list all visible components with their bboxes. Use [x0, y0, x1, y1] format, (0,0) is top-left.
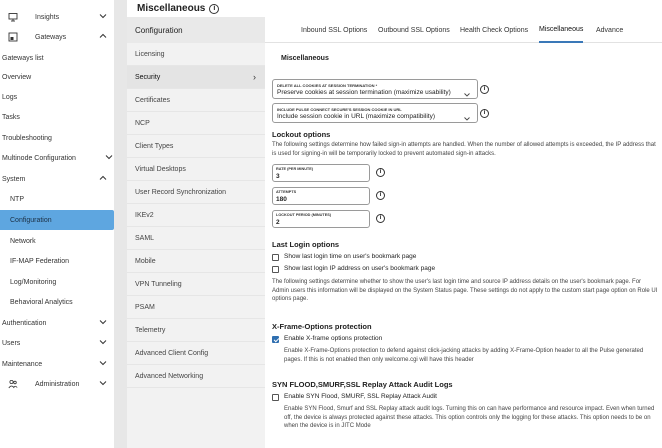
chevron-down-icon[interactable]	[98, 337, 108, 347]
info-icon[interactable]: i	[376, 214, 385, 223]
field-value: 3	[276, 173, 280, 180]
cfg-item-psam[interactable]: PSAM	[127, 296, 265, 319]
info-icon[interactable]: i	[209, 4, 219, 14]
field-value: Include session cookie in URL (maximize compatibility)	[277, 113, 435, 120]
configuration-menu	[127, 17, 265, 448]
checkbox-label: Enable X-frame options protection	[284, 335, 383, 342]
syn-flood-heading: SYN FLOOD,SMURF,SSL Replay Attack Audit Logs	[272, 380, 453, 389]
section-title: Miscellaneous	[281, 55, 329, 62]
include-cookie-select[interactable]	[272, 103, 478, 123]
nav-multinode-configuration[interactable]	[0, 148, 114, 168]
field-value: 180	[276, 196, 287, 203]
cfg-item-label: Security	[135, 73, 161, 81]
chevron-up-icon[interactable]	[98, 31, 108, 41]
monitor-icon	[8, 12, 18, 22]
nav-label: Network	[10, 237, 36, 245]
nav-gateways[interactable]	[0, 27, 114, 47]
syn-flood-description: Enable SYN Flood, Smurf and SSL Replay attack audit logs. Turning this on can have performance and resource impact. Even when turned off, the device is always protected against these attacks. This option controls only the logging for these attacks. This option needs to be on when the device is in JITC Mode	[284, 406, 655, 429]
tab-inbound-ssl-options[interactable]: Inbound SSL Options	[301, 26, 368, 34]
checkbox-label: Show last login IP address on user's bookmark page	[284, 265, 436, 272]
page-header	[127, 0, 662, 17]
checkbox-label: Enable SYN Flood, SMURF, SSL Replay Attack Audit	[284, 393, 437, 400]
field-label: ATTEMPTS	[276, 190, 297, 194]
nav-network[interactable]	[0, 231, 114, 251]
show-last-login-time-checkbox[interactable]	[272, 254, 279, 261]
cfg-item-licensing[interactable]: Licensing	[127, 43, 265, 66]
nav-label: Administration	[35, 380, 80, 388]
nav-insights[interactable]	[0, 7, 114, 27]
field-value: 2	[276, 219, 280, 226]
tab-outbound-ssl-options[interactable]: Outbound SSL Options	[378, 26, 450, 34]
nav-overview[interactable]	[0, 67, 114, 87]
gateway-icon	[8, 32, 18, 42]
nav-label: Authentication	[2, 319, 47, 327]
field-label: INCLUDE PULSE CONNECT SECURE'S SESSION COOKIE IN URL	[277, 107, 402, 112]
nav-ntp[interactable]	[0, 189, 114, 209]
enable-xframe-checkbox[interactable]	[272, 336, 279, 343]
chevron-up-icon[interactable]	[98, 173, 108, 183]
cfg-item-certificates[interactable]: Certificates	[127, 89, 265, 112]
checkbox-label: Show last login time on user's bookmark page	[284, 253, 417, 260]
nav-label: Insights	[35, 13, 60, 21]
chevron-down-icon[interactable]	[104, 152, 114, 162]
content-panel	[265, 17, 662, 448]
field-label: DELETE ALL COOKIES AT SESSION TERMINATION *	[277, 83, 378, 88]
configuration-menu-header: Configuration	[127, 17, 265, 43]
lockout-description: The following settings determine how failed sign-in attempts are handled. When the number of allowed attempts is exceeded, the IP address that is used for signing-in will be temporarily locked to prevent automated sign-in attacks.	[272, 142, 656, 157]
show-last-login-ip-checkbox[interactable]	[272, 266, 279, 273]
nav-label: Log/Monitoring	[10, 278, 57, 286]
nav-label: NTP	[10, 195, 24, 203]
nav-label: Troubleshooting	[2, 134, 52, 142]
tab-advanced[interactable]: Advance	[596, 26, 624, 34]
nav-log-monitoring[interactable]	[0, 272, 114, 292]
cfg-item-ikev2[interactable]: IKEv2	[127, 204, 265, 227]
nav-users[interactable]	[0, 333, 114, 353]
chevron-down-icon[interactable]	[98, 11, 108, 21]
chevron-down-icon	[463, 110, 471, 118]
enable-syn-flood-audit-checkbox[interactable]	[272, 394, 279, 401]
cfg-item-user-record-synchronization[interactable]: User Record Synchronization	[127, 181, 265, 204]
left-navigation	[0, 0, 114, 448]
admin-icon	[8, 379, 18, 389]
nav-behavioral-analytics[interactable]	[0, 292, 114, 312]
nav-label: Multinode Configuration	[2, 154, 76, 162]
nav-system[interactable]	[0, 169, 114, 189]
nav-label: Maintenance	[2, 360, 43, 368]
cfg-item-advanced-networking[interactable]: Advanced Networking	[127, 365, 265, 388]
nav-label: Logs	[2, 93, 18, 101]
nav-tasks[interactable]	[0, 107, 114, 127]
last-login-options-heading: Last Login options	[272, 240, 340, 249]
panel-divider	[114, 0, 127, 448]
last-login-description: The following settings determine whether to show the user's last login time and source IP address details on the user's bookmark page. For Admin users this information will be displayed on the System Status page. These settings do not apply to the custom start page option on Role UI options page.	[272, 279, 658, 302]
info-icon[interactable]: i	[376, 191, 385, 200]
tab-health-check-options[interactable]: Health Check Options	[460, 26, 529, 34]
chevron-down-icon	[463, 86, 471, 94]
cfg-item-saml[interactable]: SAML	[127, 227, 265, 250]
chevron-right-icon: ›	[253, 72, 256, 82]
nav-label: Configuration	[10, 216, 52, 224]
nav-label: System	[2, 175, 26, 183]
cfg-item-client-types[interactable]: Client Types	[127, 135, 265, 158]
cfg-item-ncp[interactable]: NCP	[127, 112, 265, 135]
lockout-options-heading: Lockout options	[272, 130, 331, 139]
nav-if-map-federation[interactable]	[0, 251, 114, 271]
info-icon[interactable]: i	[480, 85, 489, 94]
lockout-period-input[interactable]	[272, 210, 370, 228]
cfg-item-security[interactable]	[127, 66, 265, 89]
nav-label: Tasks	[2, 113, 20, 121]
tab-bar	[265, 17, 662, 43]
chevron-down-icon[interactable]	[98, 358, 108, 368]
nav-logs[interactable]	[0, 87, 114, 107]
nav-label: Overview	[2, 73, 32, 81]
field-value: Preserve cookies at session termination (maximize usability)	[277, 89, 451, 96]
nav-troubleshooting[interactable]	[0, 128, 114, 148]
cfg-item-vpn-tunneling[interactable]: VPN Tunneling	[127, 273, 265, 296]
nav-label: Behavioral Analytics	[10, 298, 73, 306]
nav-label: IF-MAP Federation	[10, 257, 70, 265]
chevron-down-icon[interactable]	[98, 378, 108, 388]
tab-miscellaneous[interactable]: Miscellaneous	[539, 17, 583, 43]
nav-administration[interactable]	[0, 374, 114, 394]
page-title: Miscellaneous	[137, 3, 206, 14]
xframe-options-heading: X-Frame-Options protection	[272, 322, 372, 331]
cfg-item-advanced-client-config[interactable]: Advanced Client Config	[127, 342, 265, 365]
delete-cookies-select[interactable]	[272, 79, 478, 99]
cfg-item-virtual-desktops[interactable]: Virtual Desktops	[127, 158, 265, 181]
nav-label: Users	[2, 339, 21, 347]
attempts-input[interactable]	[272, 187, 370, 205]
rate-input[interactable]	[272, 164, 370, 182]
nav-label: Gateways list	[2, 54, 44, 62]
field-label: RATE (PER MINUTE)	[276, 167, 314, 171]
nav-label: Gateways	[35, 33, 67, 41]
cfg-item-telemetry[interactable]: Telemetry	[127, 319, 265, 342]
nav-authentication[interactable]	[0, 313, 114, 333]
nav-configuration[interactable]	[0, 210, 114, 230]
xframe-description: Enable X-Frame-Options protection to defend against click-jacking attacks by adding X-Frame-Option header to all the Pulse generated pages. If this is not enabled then only welcome.cgi will have this header	[284, 348, 644, 363]
nav-maintenance[interactable]	[0, 354, 114, 374]
cfg-item-mobile[interactable]: Mobile	[127, 250, 265, 273]
info-icon[interactable]: i	[480, 109, 489, 118]
field-label: LOCKOUT PERIOD (MINUTES)	[276, 213, 332, 217]
chevron-down-icon[interactable]	[98, 317, 108, 327]
nav-gateways-list[interactable]	[0, 48, 114, 68]
info-icon[interactable]: i	[376, 168, 385, 177]
